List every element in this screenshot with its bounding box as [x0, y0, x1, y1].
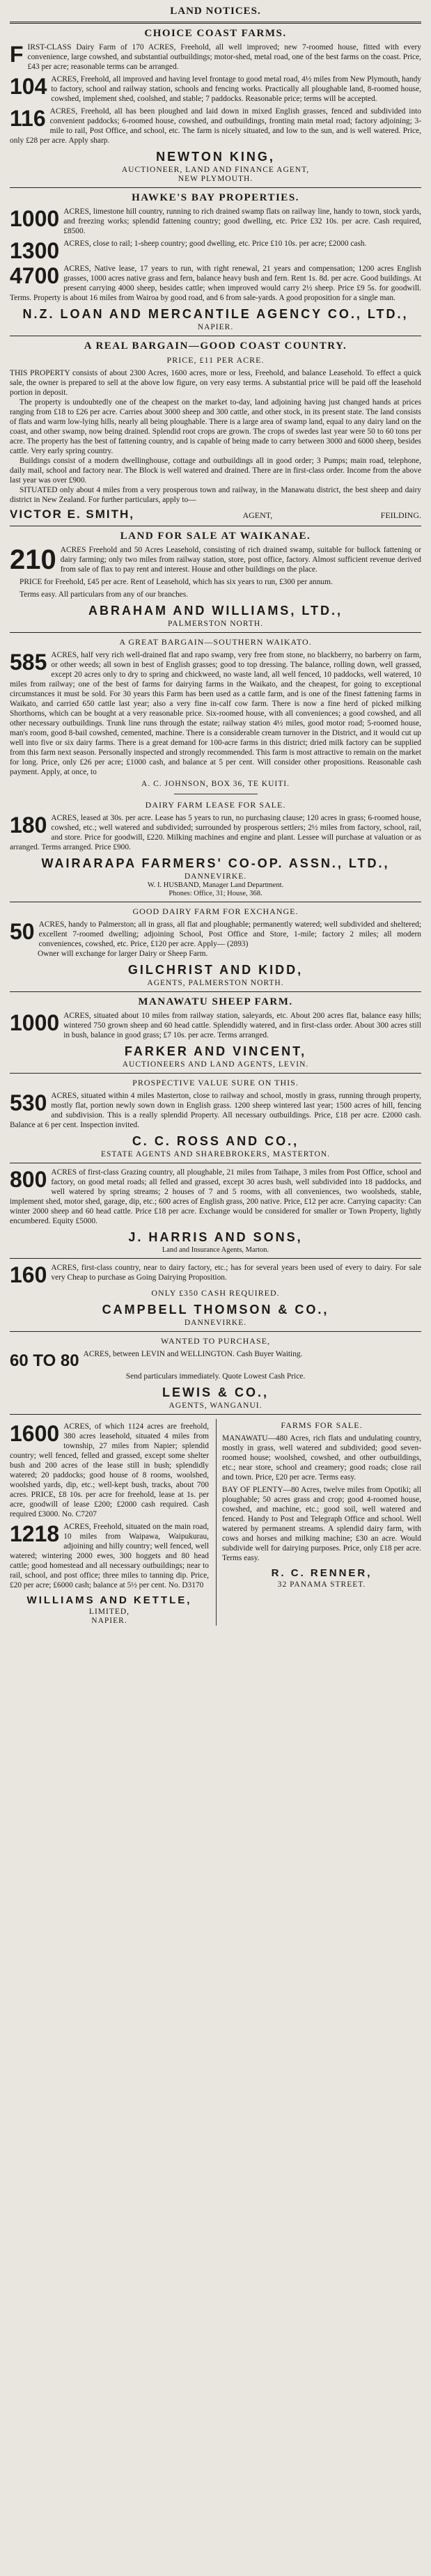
ad-listing: [10, 1091, 421, 1130]
ad-listing: [10, 207, 421, 236]
ad-listing: [10, 920, 421, 959]
advertiser-line: AGENTS, PALMERSTON NORTH.: [147, 979, 284, 987]
ad-lead: 180: [10, 812, 47, 838]
ad-listing: [10, 74, 421, 104]
ad-lead: 1000: [10, 1010, 60, 1035]
ad-paragraph: Terms easy. All particulars from any of our branches.: [19, 590, 189, 599]
ad-paragraph: Buildings consist of a modern dwellinghouse, cottage and outbuildings all in good order; 3 Pumps; main road, telephone, daily mail, school and factory near. The Block is well watered and drained. There are in first-class order. Income from the above last year was over £900.: [10, 457, 421, 485]
divider: [10, 1073, 421, 1074]
ad-paragraph: MANAWATU—480 Acres, rich flats and undulating country, mostly in grass, well watered and subdivided; good seven-roomed house; woolshed, cowshed, and other outbuildings, etc.; near store, school and creamery; good roads; close rail and town. Price, £20 per acre. Terms easy.: [222, 1434, 421, 1482]
ad-body: ACRES, situated about 10 miles from railway station, saleyards, etc. About 200 acres flat, balance easy hills; wintered 750 grown sheep and 60 head cattle. Splendidly watered, and in first-class order. About 300 acres still in bush, balance in good grass; £7 10s. per acre. Terms arranged.: [63, 1012, 421, 1039]
advertiser-line: AGENTS, WANGANUI.: [169, 1401, 262, 1410]
ad-paragraph: PRICE for Freehold, £45 per acre. Rent of Leasehold, which has six years to run, £300 per annum.: [19, 578, 333, 586]
ad-body: ACRES of first-class Grazing country, all ploughable, 21 miles from Taihape, 3 miles from Post Office, school and factory, on good metal roads; all felled and grassed, except 30 acres bush, well subdivided into 18 paddocks, and well watered by spring streams; 2 houses of 7 and 5 rooms, with all conveniences, two woolsheds, stable, implement shed, motor shed, garage, dip, etc.; 600 acres of English grass, 200 native. Price, £12 per acre. Carrying capacity: Can winter 2000 sheep and 60 head cattle. Price £18 per acre. Exchange would be considered for smaller or Town Property, lightly encumbered. Equity £5000.: [10, 1168, 421, 1225]
advertiser-line: NAPIER.: [91, 1617, 127, 1625]
exchange-section: [10, 906, 421, 987]
left-column: [10, 1419, 209, 1626]
ad-listing: [10, 368, 421, 505]
ad-listing: [10, 239, 421, 261]
masthead: LAND NOTICES.: [170, 6, 261, 17]
advertiser-town: FEILDING.: [380, 510, 421, 520]
divider: [10, 187, 421, 188]
bottom-columns: [10, 1419, 421, 1626]
bargain-section: [10, 340, 421, 521]
grazing-section: [10, 1168, 421, 1254]
ad-body: ACRES, limestone hill country, running to rich drained swamp flats on railway line, handy to town, stock yards, and freezing works; splendid fattening country; good dwelling, etc. Price £32 10s. per acre. Cash required, £8500.: [63, 207, 421, 235]
ad-listing: [10, 107, 421, 146]
ad-listing: [10, 264, 421, 303]
ad-lead: 50: [10, 919, 35, 944]
ad-lead: 1600: [10, 1421, 60, 1446]
ad-paragraph: THIS PROPERTY consists of about 2300 Acres, 1600 acres, more or less, Freehold, and balance Leasehold. To effect a quick sale, the owner is prepared to sell at the above low figure, on very easy terms. A substantial price will be paid off the leasehold portion in deposit.: [10, 369, 421, 397]
ad-listing: [10, 1422, 209, 1519]
ad-body: ACRES, Native lease, 17 years to run, with right renewal, 21 years and compensation; 1200 acres English grasses, 1000 acres native grass and fern, balance heavy bush and fern. Rent 1s. 8d. per acre. Good buildings. At present carrying 4000 sheep, besides cattle; when improved would carry 2½ sheep. Price £9 5s. for goodwill. Terms. Property is about 16 miles from Wairoa by good road, and 6 from sale-yards. A good proposition for a single man.: [10, 265, 421, 302]
section-heading: CHOICE COAST FARMS.: [144, 28, 287, 39]
ad-lead: F: [10, 42, 24, 67]
ad-lead: 585: [10, 650, 47, 675]
advertiser-name: FARKER AND VINCENT,: [124, 1044, 307, 1058]
wanted-section: [10, 1336, 421, 1410]
section-heading: A REAL BARGAIN—GOOD COAST COUNTRY.: [84, 340, 347, 352]
advertiser-name: WILLIAMS AND KETTLE,: [26, 1594, 192, 1606]
section-heading: GOOD DAIRY FARM FOR EXCHANGE.: [132, 906, 299, 916]
advertiser-line: ESTATE AGENTS AND SHAREBROKERS, MASTERTON.: [101, 1150, 330, 1159]
ad-paragraph: BAY OF PLENTY—80 Acres, twelve miles from Opotiki; all ploughable; 50 acres grass and crop; good 4-roomed house, cowshed, and machine, etc.; good soil, well watered and fenced. Handy to Post and Telegraph Office and school. Well watered by permanent streams. A splendid dairy farm, with cows and horses and milking machine; £30 an acre. Would subdivide well for dairying purposes. Price, only £18 per acre. Terms easy.: [222, 1486, 421, 1562]
ad-lead: 1218: [10, 1521, 60, 1546]
advertiser-name: CAMPBELL THOMSON & CO.,: [102, 1303, 329, 1317]
ad-listing: [10, 1263, 421, 1285]
divider: [10, 991, 421, 992]
advertiser-name: C. C. ROSS AND CO.,: [132, 1134, 299, 1148]
ad-body: ACRES, situated within 4 miles Masterton, close to railway and school, mostly in grass, running through property, mostly flat, portion newly sown down in English grass. 1200 sheep wintered last year; 1500 acres of hill, fencing and subdivision. This is a really splendid Property. All necessary outbuildings. Price, £18 per acre. £2000 cash. Balance at 6 per cent. Inspection invited.: [10, 1092, 421, 1129]
ad-body-text: ACRES, handy to Palmerston; all in grass, all flat and ploughable; permanently watered; well subdivided and sheltered; excellent 7-roomed dwelling; adjoining School, Post Office and Store, 1-mile; factory 2 miles; all modern conveniences, cowshed, etc. Price, £120 per acre. Apply—: [38, 920, 421, 948]
section-subheading: PRICE, £11 PER ACRE.: [166, 355, 265, 365]
advertiser-line: PALMERSTON NORTH.: [167, 620, 264, 628]
section-heading: MANAWATU SHEEP FARM.: [138, 996, 293, 1007]
hawkes-bay-section: [10, 192, 421, 331]
advertiser-name: J. HARRIS AND SONS,: [128, 1230, 303, 1244]
section-heading: LAND FOR SALE AT WAIKANAE.: [120, 531, 311, 542]
section-heading: DAIRY FARM LEASE FOR SALE.: [145, 800, 286, 810]
divider: [10, 1414, 421, 1415]
ad-listing: [10, 545, 421, 599]
ad-lead: 60 TO 80: [10, 1351, 79, 1370]
ad-listing: [222, 1434, 421, 1482]
advertiser-line: A. C. JOHNSON, BOX 36, TE KUITI.: [141, 780, 290, 788]
advertiser-line: NEW PLYMOUTH.: [178, 175, 253, 183]
section-heading: A GREAT BARGAIN—SOUTHERN WAIKATO.: [119, 637, 312, 647]
ad-listing: [10, 650, 421, 777]
ad-lead: 160: [10, 1262, 47, 1287]
ad-body: ACRES, Freehold, situated on the main road, 10 miles from Waipawa, Waipukurau, adjoining and hilly country; well fenced, well watered; wintering 2000 ewes, 300 hoggets and 80 head cattle; good homestead and all necessary outbuildings; near to rail, school, and post office; three miles to tanning dip. Price, £20 per acre; £6000 cash; balance at 5½ per cent. No. D3170: [10, 1523, 209, 1589]
divider: [10, 1331, 421, 1332]
ad-lead: 116: [10, 106, 46, 131]
ad-paragraph: SITUATED only about 4 miles from a very prosperous town and railway, in the Manawatu district, the best sheep and dairy district in New Zealand. For further particulars, apply to—: [10, 486, 421, 504]
advertiser-name: NEWTON KING,: [156, 150, 275, 164]
section-heading: PROSPECTIVE VALUE SURE ON THIS.: [132, 1078, 299, 1087]
ad-lead: 530: [10, 1090, 47, 1115]
prospective-section: [10, 1078, 421, 1159]
divider: [10, 1258, 421, 1259]
manawatu-section: [10, 996, 421, 1069]
ad-lead: 210: [10, 544, 56, 575]
ad-paragraph: Send particulars immediately. Quote Lowest Cash Price.: [125, 1372, 306, 1381]
ad-body: [10, 920, 421, 949]
advertiser-line: AUCTIONEERS AND LAND AGENTS, LEVIN.: [122, 1060, 309, 1069]
ad-lead: 1000: [10, 206, 60, 231]
owner-note: Owner will exchange for larger Dairy or Sheep Farm.: [38, 950, 208, 958]
divider: [10, 632, 421, 633]
advertiser-name: ABRAHAM AND WILLIAMS, LTD.,: [88, 604, 343, 618]
section-heading: WANTED TO PURCHASE,: [161, 1336, 270, 1346]
ad-body: ACRES, half very rich well-drained flat and rapo swamp, very free from stone, no blackberry, no barberry on farm, or other weeds; all sown in best of English grasses; good to top dressing. The balance, rolling down, well grassed, except 20 acres only to dry to spring and chickweed, no waste land, all well fenced, 10 paddocks, well watered, 10 miles from railway; one of the best of farms for dairying farms in the Waikato, and the cheapest, for going to exceptional circumstances it must be sold. For 30 years this Farm has been used as a cattle farm, and is one of the finest fattening farms in Waikato, and carried 650 cattle last year; also a very fine in-calf cow farm. There is now a fine herd of picked milking Shorthorns, which can be bought at a very reasonable price. Six-roomed house, with all conveniences; a good cowshed, and all other necessary outbuildings. Trunk line runs through the estate; railway station 4½ miles, good motor road; 5-roomed house, man's room, good 8-bail cowshed, cemented, machine. There is a considerable cream turnover in the District, and it would cut up well into five or six dairy farms. There is a great demand for 100-acre farms in this district; dried milk factory can be supplied from this farm next season. Personally inspected and strongly recommended. This farm is most attractive to remain on the market for long. Price, only £26 per acre; £1000 cash, and balance at 5 per cent. Will consider other propositions. Reasonable cash payment. Apply, at once, to: [10, 651, 421, 776]
ad-listing: [222, 1485, 421, 1563]
advertiser-line: 32 PANAMA STREET.: [277, 1580, 366, 1589]
divider: [10, 22, 421, 24]
ad-listing: [10, 1522, 209, 1590]
right-column: [216, 1419, 421, 1626]
waikanae-section: [10, 531, 421, 628]
advertiser-line: LIMITED,: [88, 1608, 130, 1616]
ad-body: ACRES, Freehold, all has been ploughed and laid down in mixed English grasses, fenced and subdivided into convenient paddocks; 6-roomed house, cowshed, and outbuildings, fronting main metal road; factory adjoining; 3-mile to rail, Post Office, and school, etc. The farm is nicely situated, and low to the sun, and is well watered. Price, only £28 per acre. Apply sharp.: [10, 107, 421, 145]
advertiser-name: R. C. RENNER,: [271, 1567, 373, 1579]
ad-body: ACRES, first-class country, near to dairy factory, etc.; has for several years been used of every to dairy. For sale very Cheap to purchase as Going Dairying Proposition.: [51, 1264, 421, 1282]
ad-body: ACRES, Freehold, all improved and having level frontage to good metal road, 4½ miles from New Plymouth, handy to factory, school and railway station, schools and fencing works. Practically all ploughable land, 8-roomed house, cowshed, implement shed, coolshed, and stable; 7 paddocks. Reasonable price; terms will be accepted.: [51, 75, 421, 103]
ad-lead: 1300: [10, 238, 60, 263]
waikato-section: [10, 637, 421, 788]
ad-listing: [10, 1349, 421, 1381]
ad-listing: [10, 42, 421, 72]
ad-body: ACRES, between LEVIN and WELLINGTON. Cash Buyer Waiting.: [83, 1350, 303, 1358]
price-line: ONLY £350 CASH REQUIRED.: [151, 1288, 280, 1298]
advertiser-line: W. I. HUSBAND, Manager Land Department.: [147, 881, 284, 889]
ad-body: ACRES, close to rail; 1-sheep country; good dwelling, etc. Price £10 10s. per acre; £2000 cash.: [63, 239, 367, 248]
ad-listing: [10, 1168, 421, 1226]
ad-reference: (2893): [227, 940, 249, 948]
section-heading: HAWKE'S BAY PROPERTIES.: [132, 192, 299, 203]
advertiser-line: Land and Insurance Agents, Marton.: [162, 1246, 269, 1254]
advertiser-name: N.Z. LOAN AND MERCANTILE AGENCY CO., LTD.,: [22, 307, 409, 321]
advertiser-line: NAPIER.: [197, 323, 234, 331]
choice-coast-section: [10, 28, 421, 183]
ad-listing: [10, 813, 421, 852]
advertiser-line: DANNEVIRKE.: [184, 1319, 247, 1327]
ad-paragraph: The property is undoubtedly one of the cheapest on the market to-day, land adjoining having just changed hands at prices ranging from £18 to £26 per acre. Carries about 3000 sheep and 300 cattle, and other stock, in its present state. The land consists of flats and warm low-lying hills, nearly all being ploughable. There is a large area of swamp land, equal to any dairy land on the coast, and other swamp, now being drained. Splendid root crops are grown. The crops of swedes last year were 50 to 60 tons per acre. The property has the best of fattening country, and is capable of being made to carry between 3000 and 6000 sheep, besides cattle. Very early spring country.: [10, 398, 421, 455]
advertiser-line: DANNEVIRKE.: [184, 872, 247, 881]
ad-lead: 800: [10, 1167, 47, 1192]
ad-body: ACRES, of which 1124 acres are freehold, 380 acres leasehold, situated 4 miles from township, 27 miles from Napier; splendid country; well fenced, felled and grassed, except some shelter bush and 200 acres of the lease still in bush; splendidly watered; 20 paddocks; good house of 8 rooms, woolshed, woolshed yards, dip, etc.; well-kept bush, tracks, about 700 acres. PRICE, £8 10s. per acre for freehold, lease at 1s. per acre, goodwill of lease £200; £2000 cash required. Cash required £3000. No. C7207: [10, 1422, 209, 1518]
ad-body: ACRES, leased at 30s. per acre. Lease has 5 years to run, no purchasing clause; 120 acres in grass; 6-roomed house, cowshed, etc.; well watered and subdivided; surrounded by prosperous settlers; 2½ miles from factory, school, rail, and store. Price for goodwill, £220. Milking machines and engine and plant. Lessee will purchase at valuation or as arranged. Terms arranged. Price £900.: [10, 814, 421, 851]
advertiser-line: Phones: Office, 31; House, 368.: [169, 890, 262, 897]
advertiser-role: AGENT,: [242, 510, 273, 520]
ad-lead: 4700: [10, 263, 60, 288]
dannevirke-dairy-section: [10, 1263, 421, 1327]
advertiser-line: AUCTIONEER, LAND AND FINANCE AGENT,: [121, 166, 310, 174]
advertiser-name: VICTOR E. SMITH,: [10, 508, 135, 521]
section-heading: FARMS FOR SALE.: [281, 1420, 363, 1430]
ad-lead: 104: [10, 74, 47, 99]
dairy-lease-section: [10, 800, 421, 897]
advertiser-name: GILCHRIST AND KIDD,: [127, 963, 304, 977]
ad-body: ACRES Freehold and 50 Acres Leasehold, consisting of rich drained swamp, suitable for bullock fattening or dairy farming; only two miles from railway station, store, post office, factory. Almost sufficient revenue derived from sale of flax to pay rent and interest. House and other buildings on the place.: [60, 546, 421, 574]
advertiser-row: [10, 508, 421, 521]
ad-listing: [10, 1011, 421, 1040]
ad-body: IRST-CLASS Dairy Farm of 170 ACRES, Freehold, all well improved; new 7-roomed house, fitted with every convenience, large cowshed, and substantial outbuildings; motor-shed, metal road, one of the best farms on the coast. Price, £43 per acre; reasonable terms can be arranged.: [27, 43, 421, 71]
advertiser-name: LEWIS & CO.,: [162, 1385, 269, 1399]
advertiser-name: WAIRARAPA FARMERS' CO-OP. ASSN., LTD.,: [41, 856, 390, 870]
